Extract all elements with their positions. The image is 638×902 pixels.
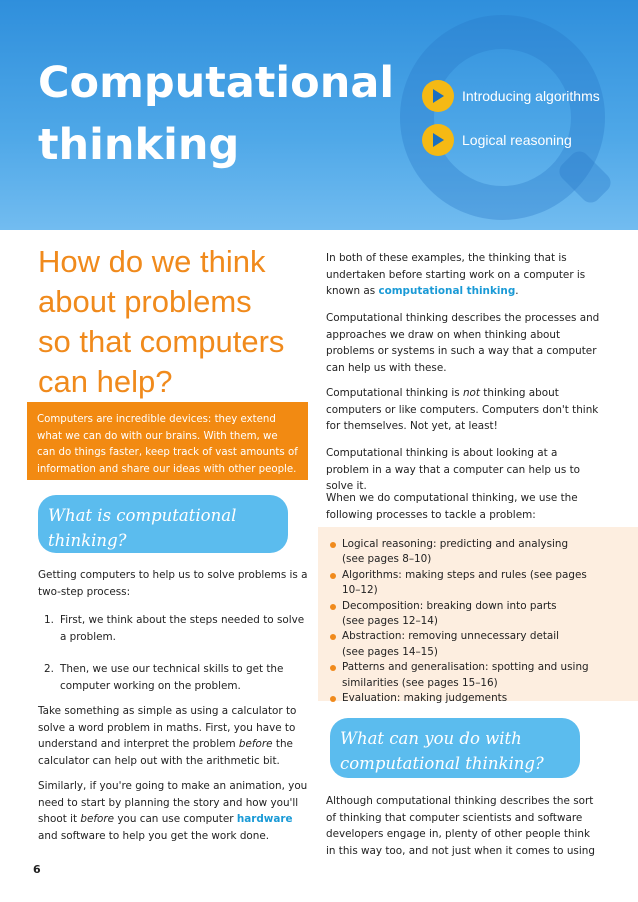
text-run: thinking about computers or like computers. Computers don't think for themselves. Not yet, at least!	[326, 387, 599, 433]
link-label: Introducing algorithms	[462, 88, 600, 104]
text-run: you can use computer	[114, 813, 237, 826]
bullet-dot	[330, 634, 336, 640]
bullet-dot	[330, 604, 336, 610]
process-line: (see pages 8–10)	[342, 553, 432, 566]
step-text: Then, we use our technical skills to get the computer working on the problem.	[60, 663, 284, 692]
process-line: Abstraction: removing unnecessary detail	[342, 630, 560, 643]
keyword-computational-thinking[interactable]: computational thinking	[378, 285, 516, 298]
process-line: 10–12)	[342, 584, 378, 597]
list-item	[330, 660, 630, 691]
list-item	[330, 568, 630, 599]
text-run: Take something as simple as using a calculator to solve a word problem in maths. First, you have to understand and interpret the problem	[38, 705, 297, 751]
intro-box	[27, 402, 308, 480]
emphasis: not	[462, 387, 480, 399]
paragraph-examples	[326, 250, 596, 300]
title-line-2: thinking	[38, 120, 240, 170]
steps-list	[38, 612, 308, 694]
speech-bubble-what-is	[38, 495, 288, 553]
play-icon	[422, 124, 454, 156]
header-band	[0, 0, 638, 230]
play-icon	[422, 80, 454, 112]
list-item	[330, 599, 630, 630]
bullet-dot	[330, 665, 336, 671]
bubble-line: computational thinking?	[340, 754, 544, 773]
process-line: similarities (see pages 15–16)	[342, 676, 498, 689]
processes-list	[330, 537, 630, 706]
bubble-line: What is computational	[48, 506, 237, 525]
process-line: (see pages 12–14)	[342, 615, 438, 628]
heading-line: so that computers	[38, 324, 285, 359]
list-item	[330, 537, 630, 568]
paragraph-two-step: Getting computers to help us to solve problems is a two-step process:	[38, 569, 308, 598]
step-number: 2.	[44, 663, 54, 676]
process-line: Evaluation: making judgements	[342, 692, 508, 705]
paragraph-processes-intro: When we do computational thinking, we use the following processes to tackle a problem:	[326, 492, 578, 521]
process-line: (see pages 14–15)	[342, 645, 438, 658]
list-item	[38, 661, 308, 694]
heading-line: can help?	[38, 364, 173, 399]
emphasis: before	[238, 738, 273, 751]
text-run: Similarly, if you're going to make an animation, you need to start by planning the story and how you'll shoot it	[38, 780, 308, 826]
bullet-dot	[330, 542, 336, 548]
paragraph-describes: Computational thinking describes the processes and approaches we draw on when thinking about problems or systems in such a way that a computer can help us with these.	[326, 312, 600, 374]
heading-line: about problems	[38, 284, 252, 319]
bullet-dot	[330, 573, 336, 579]
paragraph-animation	[38, 778, 308, 844]
list-item	[330, 691, 630, 706]
section-heading	[38, 242, 308, 402]
process-line: Logical reasoning: predicting and analysing	[342, 538, 569, 550]
page-number: 6	[33, 863, 41, 876]
process-line: Algorithms: making steps and rules (see pages	[342, 568, 587, 581]
keyword-hardware[interactable]: hardware	[236, 813, 293, 826]
step-text: First, we think about the steps needed to solve a problem.	[60, 614, 305, 643]
paragraph-not	[326, 385, 601, 435]
list-item	[38, 612, 308, 645]
title-line-1: Computational	[38, 58, 395, 108]
link-label: Logical reasoning	[462, 132, 572, 148]
link-introducing-algorithms[interactable]	[422, 80, 600, 112]
paragraph-although: Although computational thinking describes the sort of thinking that computer scientists and software developers engage in, plenty of other people think in this way too, and not just when it comes to using	[326, 795, 595, 857]
emphasis: before	[80, 813, 115, 826]
bubble-line: thinking?	[48, 531, 127, 550]
list-item	[330, 629, 630, 660]
bullet-dot	[330, 696, 336, 702]
text-run: and software to help you get the work done.	[38, 829, 270, 842]
text-run: Computational thinking is	[326, 387, 463, 399]
text-run: .	[515, 285, 519, 298]
text-run: the calculator can help out with the arithmetic bit.	[38, 738, 293, 767]
process-line: Patterns and generalisation: spotting and using	[342, 661, 589, 674]
speech-bubble-what-can	[330, 718, 580, 778]
link-logical-reasoning[interactable]	[422, 124, 572, 156]
text-run: In both of these examples, the thinking that is undertaken before starting work on a computer is known as	[326, 252, 586, 298]
intro-text: Computers are incredible devices: they extend what we can do with our brains. With them, we can do things faster, keep track of vast amounts of information and share our ideas with other people.	[37, 414, 298, 475]
step-number: 1.	[44, 614, 54, 626]
bubble-line: What can you do with	[340, 729, 522, 748]
process-line: Decomposition: breaking down into parts	[342, 599, 557, 612]
page-title	[38, 52, 394, 176]
paragraph-about: Computational thinking is about looking at a problem in a way that a computer can help us to solve it.	[326, 447, 581, 493]
heading-line: How do we think	[38, 244, 266, 279]
paragraph-calculator	[38, 703, 308, 769]
